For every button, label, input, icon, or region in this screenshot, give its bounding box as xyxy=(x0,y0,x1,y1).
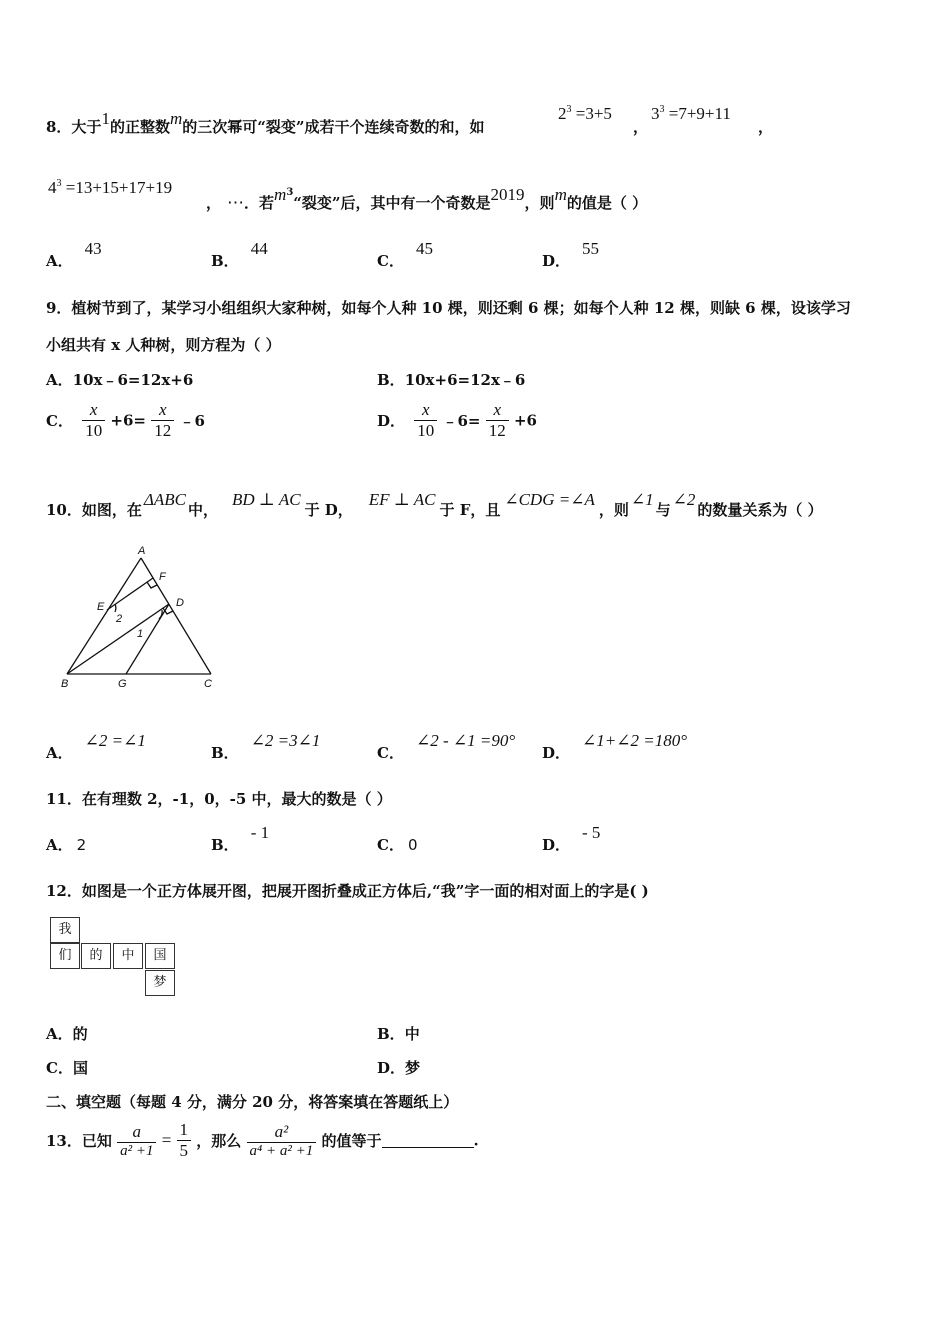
q10-math-triangle: ΔABC xyxy=(143,490,186,509)
q12-option-a[interactable] xyxy=(46,1023,88,1044)
q8-example-1 xyxy=(558,104,612,124)
option-value: 国 xyxy=(72,1059,88,1077)
q13-equals: = xyxy=(161,1130,172,1150)
q8-var-m: m xyxy=(274,185,287,204)
label-a: A xyxy=(138,545,146,557)
q10-math-angle-eq: ∠CDG =∠A xyxy=(504,490,595,509)
option-value: 梦 xyxy=(405,1059,421,1077)
fraction-numerator: a xyxy=(117,1122,156,1143)
q8-option-d[interactable] xyxy=(542,239,600,271)
option-value: 的 xyxy=(72,1025,88,1043)
section-heading-fill-blank: 二、填空题（每题 4 分，满分 20 分，将答案填在答题纸上） xyxy=(46,1093,459,1111)
option-value: 10x﹣6=12x+6 xyxy=(72,371,194,389)
q10-math-angle1: ∠1 xyxy=(630,490,654,509)
segment-dg xyxy=(126,604,169,674)
q12-option-b[interactable] xyxy=(377,1023,420,1044)
label-e: E xyxy=(97,601,105,613)
q8-comma: ， xyxy=(758,118,774,136)
fraction-numerator: x xyxy=(151,400,174,421)
option-text: +6 xyxy=(513,411,537,430)
option-value: 中 xyxy=(404,1025,420,1043)
q8-ex2-rhs: =7+9+11 xyxy=(668,104,731,123)
fraction-numerator: x xyxy=(82,400,105,421)
label-d: D xyxy=(176,597,184,609)
angle2-arc xyxy=(115,604,116,612)
q8-text: 的三次幂可“裂变”成若干个连续奇数的和，如 xyxy=(182,118,485,136)
option-text: +6= xyxy=(110,411,146,430)
q8-text: ．若 xyxy=(244,194,275,212)
q8-line2 xyxy=(206,185,648,213)
q9-stem-line1: 9．植树节到了，某学习小组组织大家种树，如每个人种 10 棵，则还剩 6 棵；如每个人种 12 棵，则缺 6 棵，设该学习 xyxy=(46,299,851,317)
q8-dots: ⋯ xyxy=(227,193,245,212)
q8-example-3 xyxy=(48,178,172,198)
q8-ex3-base: 4 xyxy=(48,178,57,197)
option-value: 2 xyxy=(76,836,87,854)
option-label: B． xyxy=(211,744,239,762)
option-label: D． xyxy=(377,1059,406,1077)
q13-fraction-1 xyxy=(117,1122,156,1160)
q9-option-c[interactable] xyxy=(46,400,205,441)
q13-period: . xyxy=(473,1131,479,1150)
fraction-denominator: 5 xyxy=(179,1141,189,1160)
option-value: - 5 xyxy=(582,823,601,842)
q10-option-d[interactable] xyxy=(542,731,687,763)
fraction-numerator: a² xyxy=(247,1122,317,1143)
side-ab xyxy=(67,558,144,674)
q10-text: 于 F，且 xyxy=(439,501,501,519)
net-face-de: 的 xyxy=(81,943,111,969)
option-value: 45 xyxy=(415,239,433,258)
q8-number-one: 1 xyxy=(101,109,110,128)
net-face-meng: 梦 xyxy=(145,970,175,996)
option-label: C． xyxy=(46,412,73,430)
option-label: A． xyxy=(46,1025,73,1043)
option-label: C． xyxy=(46,1059,73,1077)
option-value: 43 xyxy=(84,239,102,258)
option-text: ﹣6 xyxy=(179,412,205,430)
option-label: A． xyxy=(46,744,73,762)
angle1-arc xyxy=(159,610,162,619)
option-value: 10x+6=12x﹣6 xyxy=(404,371,526,389)
q8-text: 8．大于 xyxy=(46,118,102,136)
fraction-numerator: x xyxy=(486,400,509,421)
q13-answer-blank[interactable] xyxy=(382,1133,474,1148)
q12-option-d[interactable] xyxy=(377,1057,420,1078)
q10-text: 的数量关系为（ ） xyxy=(697,501,823,519)
q8-ex3-exp: 3 xyxy=(56,178,62,189)
q8-option-b[interactable] xyxy=(211,239,268,271)
q9-option-d[interactable] xyxy=(377,400,537,441)
fraction-numerator: x xyxy=(414,400,437,421)
option-label: B． xyxy=(377,1025,405,1043)
q9-stem-line2: 小组共有 x 人种树，则方程为（ ） xyxy=(46,336,281,354)
q10-math-angle2: ∠2 xyxy=(672,490,696,509)
q8-comma: ， xyxy=(633,118,649,136)
q13-text: 的值等于 xyxy=(321,1132,382,1150)
q8-ex2-exp: 3 xyxy=(659,104,665,115)
q13-text: ，那么 xyxy=(196,1132,242,1150)
q9-option-a[interactable] xyxy=(46,369,193,390)
q10-option-c[interactable] xyxy=(377,731,516,763)
option-label: A． xyxy=(46,252,73,270)
q8-m-exp: 3 xyxy=(286,187,294,198)
option-text: ﹣6= xyxy=(442,412,481,430)
q13-fraction-2 xyxy=(177,1120,192,1161)
q8-ex3-rhs: =13+15+17+19 xyxy=(65,178,173,197)
q8-ex1-rhs: =3+5 xyxy=(575,104,612,123)
option-value: 0 xyxy=(407,836,418,854)
net-face-men: 们 xyxy=(50,943,80,969)
q10-text: 中， xyxy=(187,501,218,519)
label-angle-2: 2 xyxy=(116,613,123,625)
option-label: A． xyxy=(46,836,73,854)
q13-text: 13．已知 xyxy=(46,1132,112,1150)
q8-text: 的正整数 xyxy=(109,118,170,136)
label-b: B xyxy=(61,678,69,690)
q13-fraction-3 xyxy=(247,1122,317,1160)
q12-option-c[interactable] xyxy=(46,1057,88,1078)
option-label: B． xyxy=(377,371,405,389)
segment-ef xyxy=(107,578,153,610)
q9-option-b[interactable] xyxy=(377,369,525,390)
q8-text: “裂变”后，其中有一个奇数是 xyxy=(293,194,491,212)
fraction xyxy=(82,400,105,441)
q8-ex1-base: 2 xyxy=(558,104,567,123)
option-label: C． xyxy=(377,836,404,854)
q10-text: ，则 xyxy=(598,501,629,519)
option-value: - 1 xyxy=(250,823,270,842)
q8-line1 xyxy=(46,109,485,137)
option-label: C． xyxy=(377,252,404,270)
fraction xyxy=(414,400,437,441)
option-label: D． xyxy=(542,836,571,854)
q10-stem xyxy=(46,490,823,520)
fraction-denominator: a⁴ + a² +1 xyxy=(249,1142,314,1159)
option-label: B． xyxy=(211,836,239,854)
q11-option-b[interactable] xyxy=(211,823,270,855)
option-value: ∠2 =3∠1 xyxy=(250,731,321,750)
fraction-denominator: 12 xyxy=(488,421,506,440)
q13-stem xyxy=(46,1120,479,1161)
q8-var-m: m xyxy=(554,185,567,204)
option-value: ∠1+∠2 =180° xyxy=(582,731,687,750)
q11-stem: 11．在有理数 2，-1，0，-5 中，最大的数是（ ） xyxy=(46,790,392,808)
option-value: ∠2 - ∠1 =90° xyxy=(415,731,516,750)
fraction-denominator: 12 xyxy=(154,421,172,440)
q8-ex1-exp: 3 xyxy=(566,104,572,115)
net-face-wo: 我 xyxy=(50,917,80,943)
option-label: B． xyxy=(211,252,239,270)
net-face-zhong: 中 xyxy=(113,943,143,969)
q10-math-bd-perp: BD ⊥ AC xyxy=(231,490,301,509)
option-label: D． xyxy=(542,744,571,762)
q11-option-a[interactable] xyxy=(46,834,86,855)
fraction xyxy=(151,400,174,441)
q8-example-2 xyxy=(651,104,731,124)
q8-option-a[interactable] xyxy=(46,239,102,271)
q11-option-c[interactable] xyxy=(377,834,418,855)
q8-option-c[interactable] xyxy=(377,239,433,271)
q10-option-a[interactable] xyxy=(46,731,146,763)
q11-option-d[interactable] xyxy=(542,823,601,855)
label-f: F xyxy=(159,571,166,583)
q8-value-2019: 2019 xyxy=(490,185,525,204)
q10-text: 于 D， xyxy=(304,501,353,519)
q10-math-ef-perp: EF ⊥ AC xyxy=(368,490,436,509)
q10-text: 10．如图，在 xyxy=(46,501,142,519)
q10-text: 与 xyxy=(655,501,671,519)
label-angle-1: 1 xyxy=(137,628,144,640)
q8-text: ，则 xyxy=(524,194,555,212)
option-value: 55 xyxy=(582,239,600,258)
q10-option-b[interactable] xyxy=(211,731,321,763)
option-value: ∠2 =∠1 xyxy=(84,731,146,750)
option-label: D． xyxy=(377,412,406,430)
fraction-denominator: 10 xyxy=(85,421,103,440)
option-label: C． xyxy=(377,744,404,762)
label-g: G xyxy=(118,678,127,690)
fraction-denominator: a² +1 xyxy=(120,1142,154,1159)
label-c: C xyxy=(204,678,212,690)
q8-comma: ， xyxy=(206,194,222,212)
fraction xyxy=(486,400,509,441)
fraction-numerator: 1 xyxy=(177,1120,192,1141)
net-face-guo: 国 xyxy=(145,943,175,969)
q12-stem: 12．如图是一个正方体展开图，把展开图折叠成正方体后,“我”字一面的相对面上的字是( ) xyxy=(46,882,649,900)
q8-text: 的值是（ ） xyxy=(566,194,648,212)
q10-triangle-figure xyxy=(55,540,225,695)
q8-var-m: m xyxy=(169,109,183,128)
q8-ex2-base: 3 xyxy=(651,104,660,123)
option-label: A． xyxy=(46,371,73,389)
option-value: 44 xyxy=(250,239,268,258)
option-label: D． xyxy=(542,252,571,270)
fraction-denominator: 10 xyxy=(417,421,435,440)
